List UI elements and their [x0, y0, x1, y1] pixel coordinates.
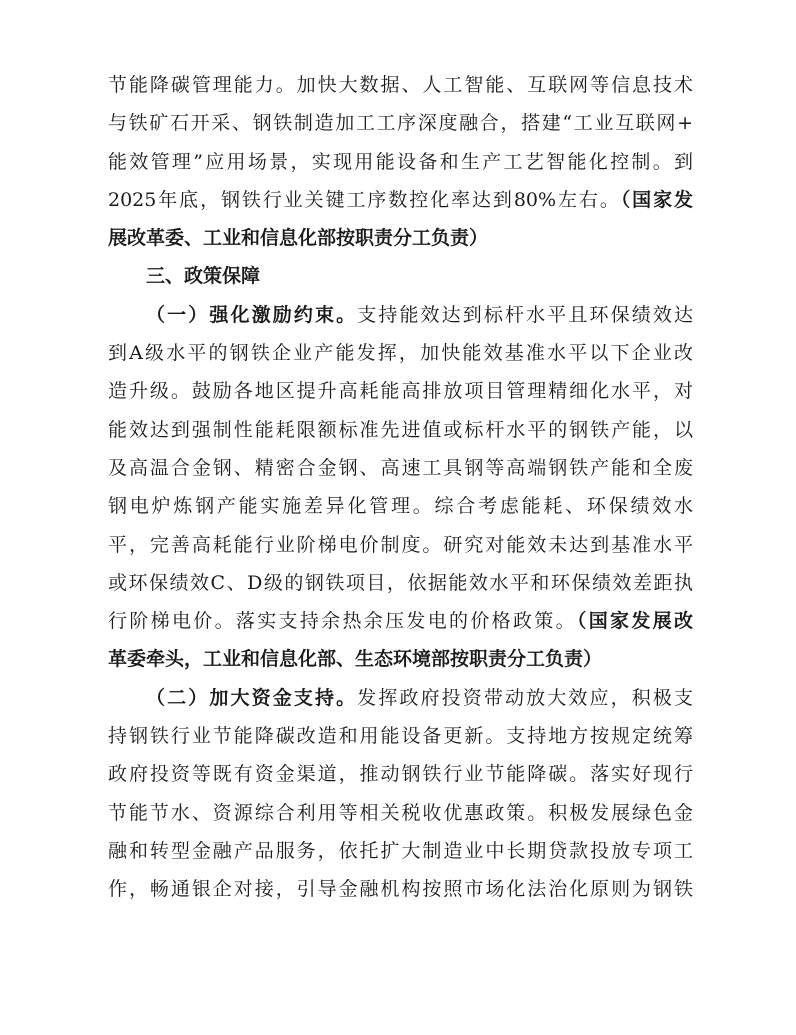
- document-page: [108, 66, 693, 909]
- text-line: 到A级水平的钢铁企业产能发挥，加快能效基准水平以下企业改: [108, 342, 693, 365]
- text-line: 能效达到强制性能耗限额标准先进值或标杆水平的钢铁产能，以: [108, 418, 693, 441]
- responsibility-note: 展改革委、工业和信息化部按职责分工负责）: [108, 227, 489, 250]
- text-line: 钢电炉炼钢产能实施差异化管理。综合考虑能耗、环保绩效水: [108, 495, 693, 518]
- text-line: 节能节水、资源综合利用等相关税收优惠政策。积极发展绿色金: [108, 801, 693, 824]
- paragraph-lead: （二）加大资金支持。: [146, 686, 358, 709]
- text-line: 或环保绩效C、D级的钢铁项目，依据能效水平和环保绩效差距执: [108, 571, 693, 594]
- text-line: 政府投资等既有资金渠道，推动钢铁行业节能降碳。落实好现行: [108, 763, 693, 786]
- text-line: 能效管理”应用场景，实现用能设备和生产工艺智能化控制。到: [108, 150, 693, 173]
- responsibility-note: 革委牵头，工业和信息化部、生态环境部按职责分工负责）: [108, 648, 603, 671]
- text-line: 作，畅通银企对接，引导金融机构按照市场化法治化原则为钢铁: [108, 878, 693, 901]
- text-line: 及高温合金钢、精密合金钢、高速工具钢等高端钢铁产能和全废: [108, 456, 693, 479]
- responsibility-note: （国家发展改: [576, 610, 693, 633]
- text-line: [108, 602, 693, 640]
- text-line: 节能降碳管理能力。加快大数据、人工智能、互联网等信息技术: [108, 74, 693, 96]
- text-fragment: 发挥政府投资带动放大效应，积极支: [357, 686, 693, 709]
- text-line: 融和转型金融产品服务，依托扩大制造业中长期贷款投放专项工: [108, 839, 693, 862]
- text-line: 与铁矿石开采、钢铁制造加工工序深度融合，搭建“工业互联网+: [108, 112, 693, 135]
- paragraph-lead: （一）强化激励约束。: [146, 303, 358, 326]
- text-fragment: 支持能效达到标杆水平且环保绩效达: [357, 303, 693, 326]
- text-line: [108, 296, 693, 334]
- text-line: 平，完善高耗能行业阶梯电价制度。研究对能效未达到基准水平: [108, 533, 693, 556]
- responsibility-note: （国家发: [620, 188, 693, 211]
- section-heading: 三、政策保障: [146, 265, 261, 288]
- text-line: 造升级。鼓励各地区提升高耗能高排放项目管理精细化水平，对: [108, 380, 693, 403]
- text-fragment: 行阶梯电价。落实支持余热余压发电的价格政策。: [108, 610, 577, 633]
- text-line: 持钢铁行业节能降碳改造和用能设备更新。支持地方按规定统筹: [108, 725, 693, 748]
- text-line: [108, 679, 693, 717]
- text-line: [108, 181, 693, 219]
- text-fragment: 2025年底，钢铁行业关键工序数控化率达到80%左右。: [108, 188, 621, 211]
